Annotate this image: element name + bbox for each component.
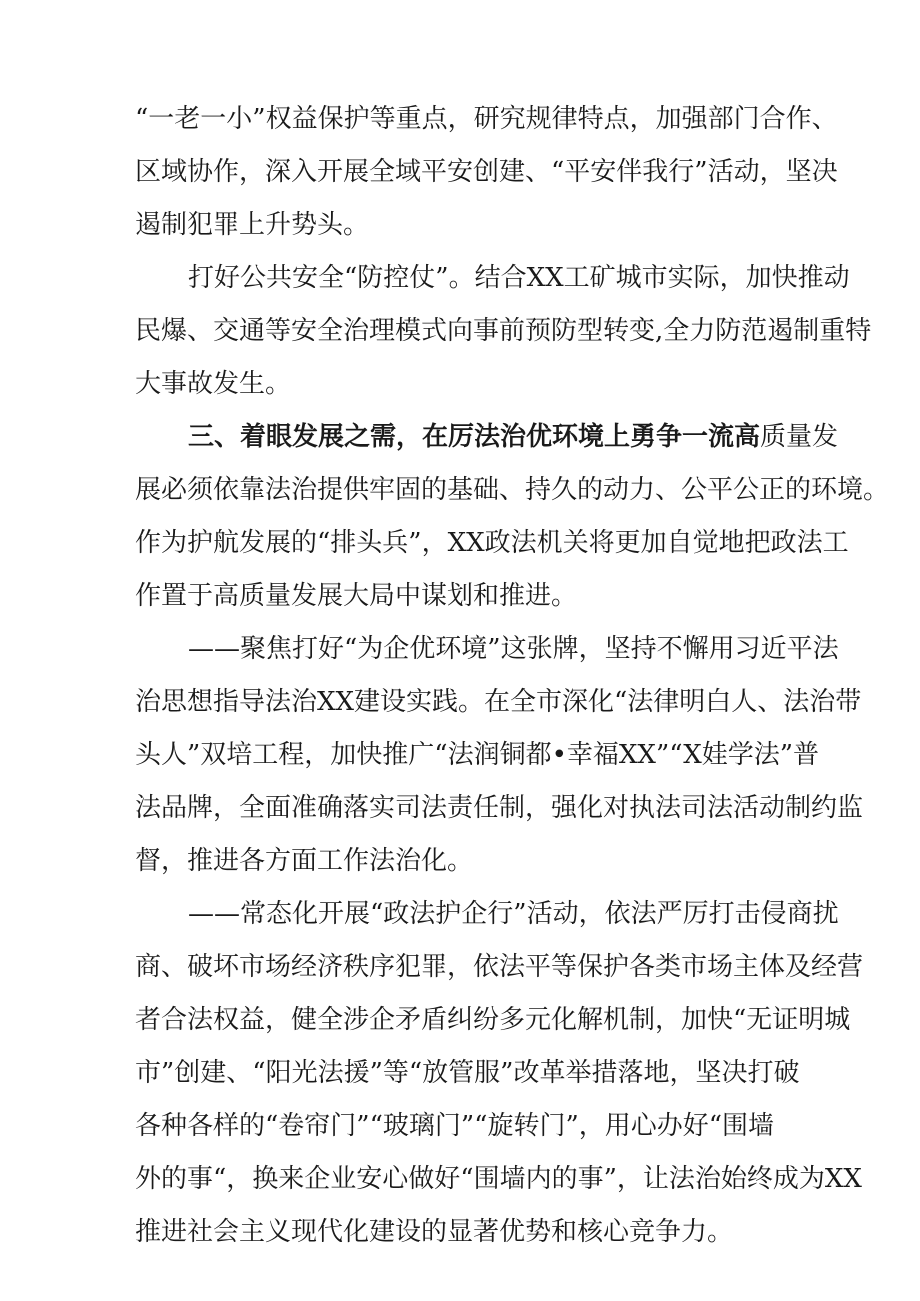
text-line: 大事故发生。 xyxy=(135,369,292,399)
text-line: 治思想指导法治XX建设实践。在全市深化“法律明白人、法治带 xyxy=(135,687,862,717)
text-line: 法品牌，全面准确落实司法责任制，强化对执法司法活动制约监 xyxy=(135,793,864,823)
text-line: 商、破坏市场经济秩序犯罪，依法平等保护各类市场主体及经营 xyxy=(135,952,864,982)
text-line: 推进社会主义现代化建设的显著优势和核心竞争力。 xyxy=(135,1217,734,1247)
text-line: 各种各样的“卷帘门”“玻璃门”“旋转门”，用心办好“围墙 xyxy=(135,1111,775,1141)
text-line: ——常态化开展“政法护企行”活动，依法严厉打击侵商扰 xyxy=(188,899,839,929)
text-line: 市”创建、“阳光法援”等“放管服”改革举措落地，坚决打破 xyxy=(135,1058,800,1088)
text-line: 作为护航发展的“排头兵”，XX政法机关将更加自觉地把政法工 xyxy=(135,528,849,558)
heading-continuation: 质量发 xyxy=(760,422,839,452)
text-line: 外的事“，换来企业安心做好“围墙内的事”，让法治始终成为XX xyxy=(135,1164,862,1194)
text-line: 作置于高质量发展大局中谋划和推进。 xyxy=(135,581,578,611)
text-line: 民爆、交通等安全治理模式向事前预防型转变,全力防范遏制重特 xyxy=(135,316,872,346)
text-line: 督，推进各方面工作法治化。 xyxy=(135,846,474,876)
text-line: 者合法权益，健全涉企矛盾纠纷多元化解机制，加快“无证明城 xyxy=(135,1005,851,1035)
text-line: 打好公共安全“防控仗”。结合XX工矿城市实际，加快推动 xyxy=(188,263,850,293)
text-line: 区域协作，深入开展全域平安创建、“平安伴我行”活动，坚决 xyxy=(135,157,838,187)
text-line: 遏制犯罪上升势头。 xyxy=(135,210,370,240)
text-line: 头人”双培工程，加快推广“法润铜都•幸福XX”“X娃学法”普 xyxy=(135,740,820,770)
text-line: 展必须依靠法治提供牢固的基础、持久的动力、公平公正的环境。 xyxy=(135,475,890,505)
text-line: ——聚焦打好“为企优环境”这张牌，坚持不懈用习近平法 xyxy=(188,634,839,664)
text-line: “一老一小”权益保护等重点，研究规律特点，加强部门合作、 xyxy=(135,104,838,134)
section-heading: 三、着眼发展之需，在厉法治优环境上勇争一流高 xyxy=(188,422,761,452)
